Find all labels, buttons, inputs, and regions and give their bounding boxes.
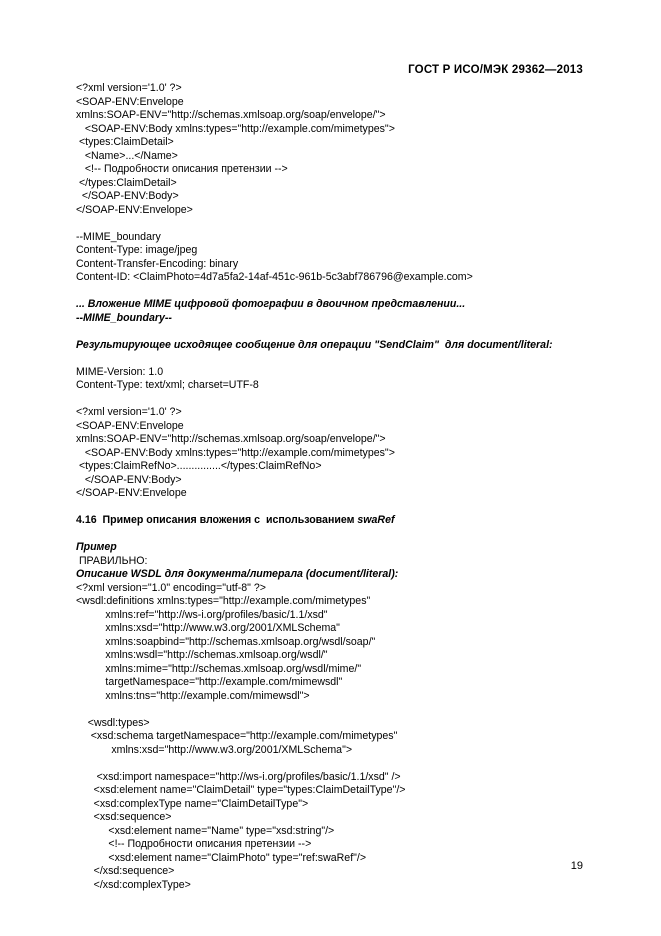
mime-headers-block	[76, 366, 596, 393]
code-line: Content-Transfer-Encoding: binary	[76, 257, 239, 270]
code-line: <SOAP-ENV:Body xmlns:types="http://example.com/mimetypes">	[76, 446, 395, 459]
code-line: <xsd:import namespace="http://ws-i.org/profiles/basic/1.1/xsd" />	[76, 770, 401, 783]
code-line: xmlns:xsd="http://www.w3.org/2001/XMLSchema">	[76, 743, 353, 756]
code-line: targetNamespace="http://example.com/mimewsdl"	[76, 676, 343, 688]
soap-envelope-block-1	[76, 82, 596, 217]
code-line: <wsdl:definitions xmlns:types="http://example.com/mimetypes"	[76, 595, 371, 607]
code-line: </SOAP-ENV:Envelope	[76, 487, 187, 499]
mime-part-block	[76, 231, 596, 285]
code-line: <xsd:element name="Name" type="xsd:string"/>	[76, 824, 335, 837]
code-line: <?xml version="1.0" encoding="utf-8" ?>	[76, 581, 266, 594]
attachment-note: ... Вложение MIME цифровой фотографии в двоичном представлении...	[76, 298, 466, 310]
code-line: xmlns:SOAP-ENV="http://schemas.xmlsoap.org/soap/envelope/">	[76, 109, 386, 121]
example-label: Пример	[76, 541, 117, 553]
code-line: xmlns:wsdl="http://schemas.xmlsoap.org/wsdl/"	[76, 649, 328, 661]
code-line: <xsd:element name="ClaimDetail" type="types:ClaimDetailType"/>	[76, 784, 406, 796]
code-line: <Name>...</Name>	[76, 149, 178, 162]
code-line: </SOAP-ENV:Body>	[76, 473, 182, 486]
code-line: <xsd:sequence>	[76, 811, 172, 823]
correct-label: ПРАВИЛЬНО:	[76, 554, 148, 567]
code-line: Content-Type: image/jpeg	[76, 244, 198, 256]
section-title-term: swaRef	[357, 514, 395, 526]
soap-envelope-block-2	[76, 406, 596, 501]
code-line: <SOAP-ENV:Envelope	[76, 95, 184, 108]
code-line: </xsd:complexType>	[76, 878, 191, 891]
code-line: <SOAP-ENV:Envelope	[76, 419, 184, 432]
code-line: </SOAP-ENV:Envelope>	[76, 203, 193, 216]
code-line: <xsd:element name="ClaimPhoto" type="ref:swaRef"/>	[76, 851, 367, 864]
mime-boundary-end: --MIME_boundary--	[76, 311, 172, 324]
code-line: <xsd:schema targetNamespace="http://example.com/mimetypes"	[76, 730, 398, 742]
code-line: xmlns:tns="http://example.com/mimewsdl">	[76, 689, 310, 702]
code-line: --MIME_boundary	[76, 230, 161, 243]
result-message-heading: Результирующее исходящее сообщение для операции "SendClaim" для document/literal:	[76, 338, 553, 351]
wsdl-types-block	[76, 717, 596, 758]
code-line: MIME-Version: 1.0	[76, 365, 164, 378]
section-heading	[76, 514, 596, 528]
xsd-schema-block	[76, 771, 596, 893]
code-line: <!-- Подробности описания претензии -->	[76, 838, 312, 850]
code-line: <?xml version='1.0' ?>	[76, 82, 182, 94]
section-title: Пример описания вложения с использованием	[102, 514, 358, 526]
wsdl-definitions-block	[76, 582, 596, 704]
code-line: Content-ID: <ClaimPhoto=4d7a5fa2-14af-451c-961b-5c3abf786796@example.com>	[76, 271, 473, 283]
code-line: </SOAP-ENV:Body>	[76, 190, 179, 202]
page-number: 19	[570, 860, 583, 872]
section-number: 4.16	[76, 514, 97, 526]
code-line: <!-- Подробности описания претензии -->	[76, 163, 288, 175]
code-line: xmlns:SOAP-ENV="http://schemas.xmlsoap.org/soap/envelope/">	[76, 433, 386, 445]
standard-header: ГОСТ Р ИСО/МЭК 29362—2013	[408, 64, 583, 76]
wsdl-description-label: Описание WSDL для документа/литерала (document/literal):	[76, 568, 399, 580]
code-line: <wsdl:types>	[76, 716, 150, 729]
code-line: xmlns:xsd="http://www.w3.org/2001/XMLSchema"	[76, 622, 340, 634]
code-line: xmlns:soapbind="http://schemas.xmlsoap.org/wsdl/soap/"	[76, 635, 376, 648]
code-line: <xsd:complexType name="ClaimDetailType">	[76, 797, 309, 810]
code-line: xmlns:ref="http://ws-i.org/profiles/basic/1.1/xsd"	[76, 608, 328, 621]
code-line: <SOAP-ENV:Body xmlns:types="http://example.com/mimetypes">	[76, 122, 395, 135]
page-content	[76, 82, 596, 892]
code-line: <?xml version='1.0' ?>	[76, 406, 182, 418]
code-line: <types:ClaimDetail>	[76, 136, 174, 148]
code-line: </types:ClaimDetail>	[76, 176, 177, 189]
code-line: <types:ClaimRefNo>...............</types:ClaimRefNo>	[76, 460, 322, 472]
code-line: Content-Type: text/xml; charset=UTF-8	[76, 379, 259, 391]
code-line: </xsd:sequence>	[76, 865, 175, 877]
code-line: xmlns:mime="http://schemas.xmlsoap.org/wsdl/mime/"	[76, 662, 362, 675]
